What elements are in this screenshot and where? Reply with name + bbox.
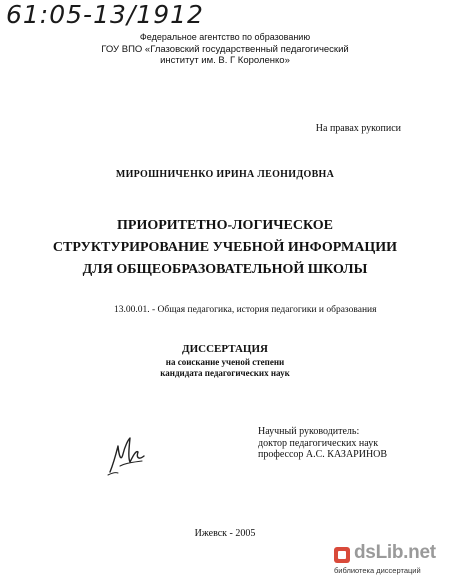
signature-image: [106, 432, 148, 476]
title-line-2: СТРУКТУРИРОВАНИЕ УЧЕБНОЙ ИНФОРМАЦИИ: [52, 240, 398, 255]
title-line-1: ПРИОРИТЕТНО-ЛОГИЧЕСКОЕ: [117, 218, 333, 233]
institution-line-1: ГОУ ВПО «Глазовский государственный педагогический: [101, 44, 349, 55]
manuscript-rights-note: На правах рукописи: [315, 123, 401, 134]
dslib-watermark: [334, 544, 440, 578]
city-year: Ижевск - 2005: [194, 528, 256, 539]
supervisor-block: [258, 426, 387, 461]
agency-name: Федеральное агентство по образованию: [139, 32, 311, 42]
title-line-3: ДЛЯ ОБЩЕОБРАЗОВАТЕЛЬНОЙ ШКОЛЫ: [82, 262, 368, 277]
supervisor-role: Научный руководитель:: [258, 426, 360, 437]
institution-line-2: институт им. В. Г Короленко»: [160, 55, 290, 66]
degree-line-2: кандидата педагогических наук: [160, 368, 290, 378]
watermark-name: dsLib.net: [354, 542, 436, 563]
work-type: ДИССЕРТАЦИЯ: [182, 343, 268, 355]
author-name: МИРОШНИЧЕНКО ИРИНА ЛЕОНИДОВНА: [115, 169, 335, 180]
watermark-subtitle: библиотека диссертаций: [334, 566, 421, 575]
institution-name: [0, 44, 450, 66]
degree-line-1: на соискание ученой степени: [165, 357, 285, 367]
specialty-code: 13.00.01. - Общая педагогика, история педагогики и образования: [114, 305, 377, 315]
degree-sought: [0, 357, 450, 379]
dissertation-title: [0, 215, 450, 281]
handwritten-catalog-number: 61:05-13/1912: [6, 0, 204, 29]
supervisor-degree: доктор педагогических наук: [258, 437, 379, 449]
supervisor-name: профессор А.С. КАЗАРИНОВ: [258, 449, 388, 460]
dslib-logo-icon: [334, 547, 350, 563]
